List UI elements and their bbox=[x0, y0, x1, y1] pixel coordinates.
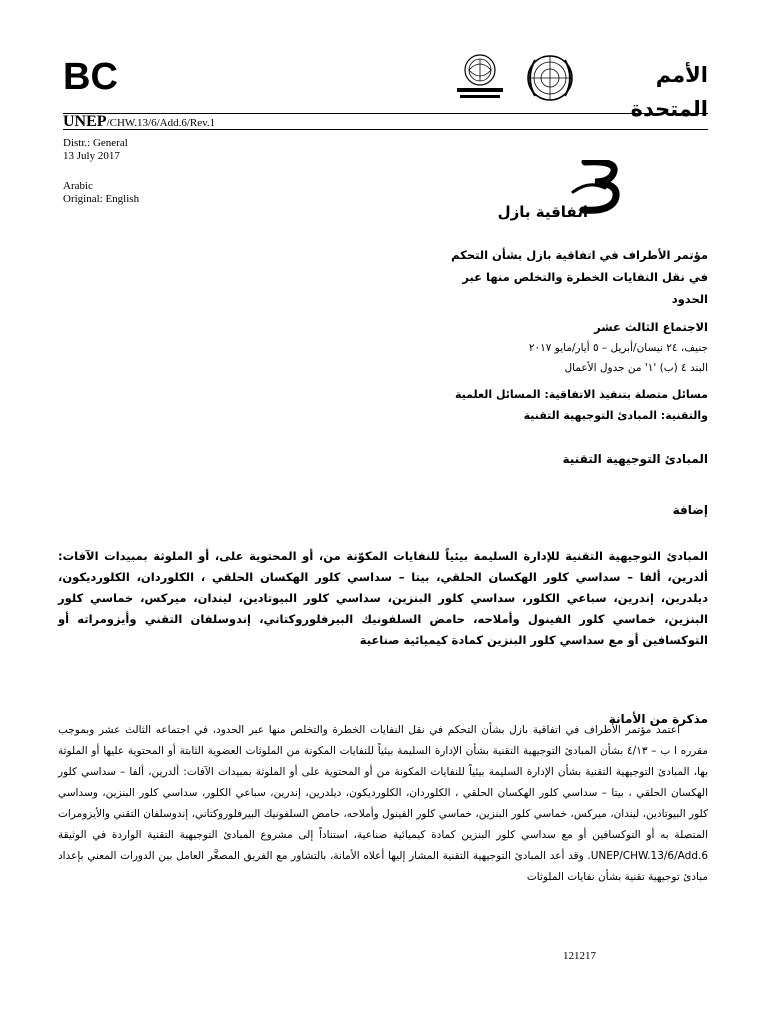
heading-technical-guidelines: المبادئ التوجيهية التقنية bbox=[562, 452, 708, 466]
conference-title-line2: في نقل النفايات الخطرة والتخلص منها عبر bbox=[462, 270, 708, 284]
distr-text: Distr.: General bbox=[63, 137, 128, 149]
unep-emblem-icon bbox=[457, 55, 503, 98]
conference-title-line3: الحدود bbox=[671, 292, 708, 306]
bc-label: BC bbox=[63, 56, 118, 98]
un-name-line2: المتحدة bbox=[630, 97, 708, 121]
main-title: المبادئ التوجيهية التقنية للإدارة السليمة بيئياً للنفايات المكوّنة من، أو المحتوية على، أو الملوثة بمبيدات الآفات: ألدرين، ألفا – سداسي كلور الهكسان الحلقي، بيتا – سداسي كلور الهكسان الحلقي ، الكلوردان، الكلورديكون، ديلدرين، إندرين، سباعي الكلور، سداسي كلور البنزين، سداسي كلور البيوتادين، ليندان، ميركس، خماسي كلور البنزين، خماسي كلور الفينول وأملاحه، حامض السلفونيك البيرفلوروكتاني، إندوسلفان التقني وأيزومراته أو التوكسافين أو مع سداسي كلور البنزين كمادة كيميائية صناعية bbox=[58, 549, 708, 647]
doc-symbol-unep: UNEP bbox=[63, 113, 107, 130]
distribution-info bbox=[63, 137, 128, 163]
header-rule-bottom bbox=[63, 129, 708, 130]
emblems bbox=[455, 52, 585, 114]
language-info bbox=[63, 180, 139, 206]
body-paragraph: اعتمد مؤتمر الأطراف في اتفاقية بازل بشأن التحكم في نقل النفايات الخطرة والتخلص منها عبر الحدود، في اجتماعه الثالث عشر وبموجب مقرره ا ب – ٤/١٣ بشأن المبادئ التوجيهية التقنية بشأن الإدارة السليمة بيئياً للنفايات المكونة من الملوثات العضوية الثابتة أو المحتوية عليها أو الملوثة بها، المبادئ التوجيهية التقنية بشأن الإدارة السليمة بيئياً للنفايات المكونة من أو المحتوية على أو الملوثة بمبيدات الآفات: ألدرين، ألفا – سداسي كلور الهكسان الحلقي ، بيتا – سداسي كلور الهكسان الحلقي ، الكلوردان، الكلورديكون، ديلدرين، إندرين، سباعي الكلور، سداسي كلور البنزين، وسداسي كلور البيوتادين، ليندان، ميركس، خماسي كلور البنزين، خماسي كلور الفينول وأملاحه، حامض السلفونيك البيرفلوروكتاني، إندوسلفان التقني والأيزومرات المتصلة به أو التوكسافين أو مع سداسي كلور البنزين كمادة كيميائية صناعية، استناداً إلى مشروع المبادئ التوجيهية التقنية الواردة في الوثيقة UNEP/CHW.13/6/Add.6. وقد أعد المبادئ التوجيهية التقنية المشار إليها أعلاه الأمانة، بالتشاور مع الفريق المصغَّر العامل بين الدورات المعني بإعداد مبادئ توجيهية تقنية بشأن نفايات الملوثات bbox=[58, 724, 708, 883]
agenda-title bbox=[368, 384, 708, 426]
body-text bbox=[58, 720, 708, 888]
convention-name: اتفاقية بازل bbox=[497, 203, 588, 221]
agenda-title-line1: مسائل متصلة بتنفيذ الاتفاقية: المسائل العلمية bbox=[455, 388, 708, 401]
original-text: Original: English bbox=[63, 193, 140, 205]
doc-symbol-rest: /CHW.13/6/Add.6/Rev.1 bbox=[106, 117, 216, 129]
date-text: 13 July 2017 bbox=[63, 150, 120, 162]
un-emblem-icon bbox=[528, 56, 572, 100]
place-date: جنيف، ٢٤ نيسان/أبريل – ٥ أيار/مايو ٢٠١٧ bbox=[528, 342, 708, 354]
conference-title-line1: مؤتمر الأطراف في اتفاقية بازل بشأن التحكم bbox=[451, 248, 708, 262]
agenda-title-line2: والتقنية: المبادئ التوجيهية التقنية bbox=[523, 409, 708, 422]
heading-addendum: إضافة bbox=[672, 503, 708, 517]
un-name-line1: الأمم bbox=[655, 63, 708, 87]
agenda-item: البند ٤ (ب) '١' من جدول الأعمال bbox=[564, 362, 708, 374]
conference-title bbox=[368, 244, 708, 310]
un-name-arabic bbox=[631, 58, 708, 126]
heading-secretariat-note: مذكرة من الأمانة bbox=[608, 712, 708, 726]
language-text: Arabic bbox=[63, 180, 93, 192]
job-number: 121217 bbox=[563, 950, 596, 962]
session-title: الاجتماع الثالث عشر bbox=[594, 320, 708, 334]
